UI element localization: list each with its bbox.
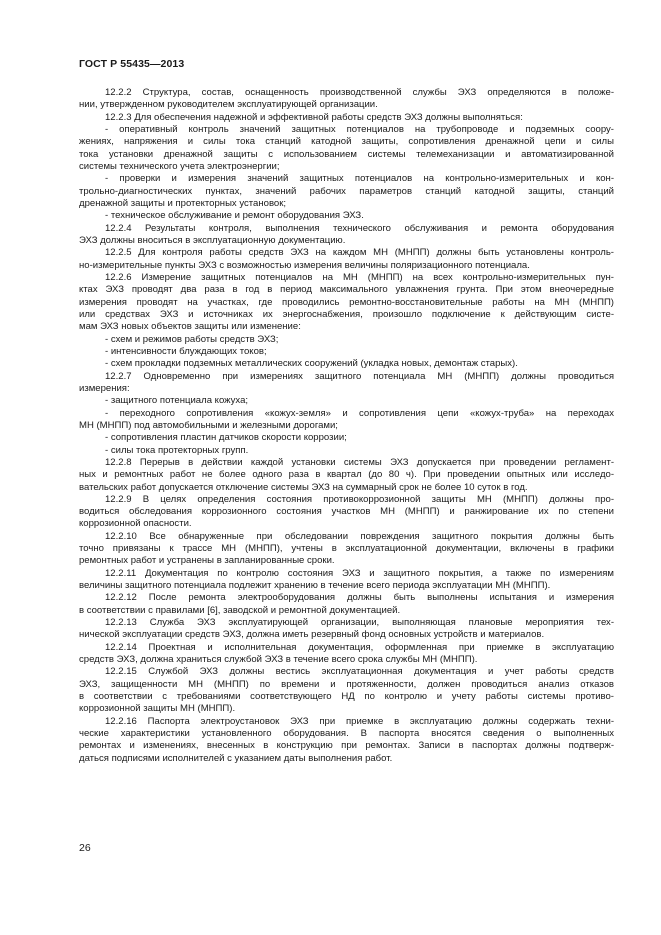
text-line: в соответствии с требованиями соответствующего НД по контролю и учету работы системы противо- xyxy=(79,691,614,703)
text-line: - переходного сопротивления «кожух-земля» и сопротивления цепи «кожух-труба» на переходах xyxy=(105,407,614,419)
text-line: МН (МНПП) под автомобильными и железными дорогами; xyxy=(79,419,338,431)
text-line: тока установки дренажной защиты с использованием системы телемеханизации и автоматизированной xyxy=(79,148,614,160)
text-line: 12.2.3 Для обеспечения надежной и эффективной работы средств ЭХЗ должны выполняться: xyxy=(105,111,523,123)
text-line: 12.2.16 Паспорта электроустановок ЭХЗ при приемке в эксплуатацию должны содержать техни- xyxy=(105,715,614,727)
text-line: трольно-диагностических пунктах, значений рабочих параметров станций катодной защиты, станций xyxy=(79,185,614,197)
text-line: ческие характеристики установленного оборудования. В паспорта вносятся сведения о выполненных xyxy=(79,728,614,740)
text-line: 12.2.12 После ремонта электрооборудования должны быть выполнены испытания и измерения xyxy=(105,592,614,604)
text-line: 12.2.5 Для контроля работы средств ЭХЗ на каждом МН (МНПП) должны быть установлены контроль- xyxy=(105,247,614,259)
text-line: 12.2.8 Перерыв в действии каждой установки системы ЭХЗ допускается при проведении регламент- xyxy=(105,456,614,468)
text-line: 12.2.2 Структура, состав, оснащенность производственной службы ЭХЗ определяются в положе- xyxy=(105,87,614,98)
text-line: измерения проводят на участках, где проводились ремонтно-восстановительные работы на МН (МНПП) xyxy=(79,296,614,308)
text-line: или средствах ЭХЗ и источниках их энергоснабжения, произошло подключение к действующим систе- xyxy=(79,308,614,320)
text-line: - силы тока протекторных групп. xyxy=(105,444,249,456)
text-line: вательских работ допускается отключение системы ЭХЗ на суммарный срок не более 10 суток в год. xyxy=(79,481,528,493)
text-line: 12.2.11 Документация по контролю состояния ЭХЗ и защитного покрытия, а также по измерениям xyxy=(105,567,614,579)
text-line: водиться обследования коррозионного состояния участков МН (МНПП) и ранжирование их по степени xyxy=(79,506,614,518)
text-line: 12.2.15 Службой ЭХЗ должны вестись эксплуатационная документация и учет работы средств xyxy=(105,666,614,678)
text-line: нии, утвержденном руководителем эксплуатирующей организации. xyxy=(79,99,378,111)
text-line: - техническое обслуживание и ремонт оборудования ЭХЗ. xyxy=(105,210,364,222)
text-line: ремонтных работ и устранены в запланированные сроки. xyxy=(79,555,335,567)
text-line: системы технического учета электроэнергии; xyxy=(79,160,280,172)
text-line: коррозионной защиты МН (МНПП). xyxy=(79,703,236,715)
text-line: ктах ЭХЗ проводят два раза в год в период максимального увлажнения грунта. При этом внеочередные xyxy=(79,284,614,296)
text-line: измерения: xyxy=(79,382,130,394)
text-line: - проверки и измерения значений защитных потенциалов на контрольно-измерительных и кон- xyxy=(105,173,614,185)
text-line: ЭХЗ должны вноситься в эксплуатационную документацию. xyxy=(79,234,346,246)
text-line: 12.2.10 Все обнаруженные при обследовании повреждения защитного покрытия должны быть xyxy=(105,530,614,542)
text-line: - схем и режимов работы средств ЭХЗ; xyxy=(105,333,279,345)
text-line: средств ЭХЗ, должна храниться службой ЭХЗ в течение всего срока службы МН (МНПП). xyxy=(79,654,478,666)
text-line: величины защитного потенциала подлежит хранению в течение всего периода эксплуатации МН (МНПП). xyxy=(79,580,551,592)
text-line: ных и ремонтных работ не более одного раза в квартал (до 80 ч). При проведении опытных или исследо- xyxy=(79,469,614,481)
text-line: ЭХЗ, защищенности МН (МНПП) по времени и протяженности, должен проводиться анализ отказов xyxy=(79,678,614,690)
text-line: - защитного потенциала кожуха; xyxy=(105,395,249,407)
text-line: коррозионной опасности. xyxy=(79,518,192,530)
text-line: 12.2.7 Одновременно при измерениях защитного потенциала МН (МНПП) должны проводиться xyxy=(105,370,614,382)
text-line: 12.2.14 Проектная и исполнительная документация, оформленная при приемке в эксплуатацию xyxy=(105,641,614,653)
text-line: - сопротивления пластин датчиков скорости коррозии; xyxy=(105,432,347,444)
text-line: точно привязаны к трассе МН (МНПП), учтены в эксплуатационной документации, включены в графики xyxy=(79,543,614,555)
text-line: 12.2.4 Результаты контроля, выполнения технического обслуживания и ремонта оборудования xyxy=(105,222,614,234)
text-line: жениях, напряжения и силы тока станций катодной защиты, сопротивления дренажной цепи и силы xyxy=(79,136,614,148)
document-header: ГОСТ Р 55435—2013 xyxy=(79,58,185,70)
text-line: 12.2.9 В целях определения состояния противокоррозионной защиты МН (МНПП) должны про- xyxy=(105,493,614,505)
text-line: дренажной защиты и протекторных установок; xyxy=(79,197,287,209)
text-line: мам ЭХЗ новых объектов защиты или изменение: xyxy=(79,321,301,333)
text-line: ремонтах и изменениях, внесенных в конструкцию при ремонтах. Записи в паспортах должны подтверж- xyxy=(79,740,614,752)
text-line: - интенсивности блуждающих токов; xyxy=(105,345,267,357)
text-line: - оперативный контроль значений защитных потенциалов на трубопроводе и подземных соору- xyxy=(105,123,614,135)
document-body xyxy=(79,87,614,765)
text-line: - схем прокладки подземных металлических сооружений (укладка новых, демонтаж старых). xyxy=(105,358,518,370)
text-line: в соответствии с правилами [6], заводской и ремонтной документацией. xyxy=(79,604,401,616)
text-line: 12.2.6 Измерение защитных потенциалов на МН (МНПП) на всех контрольно-измерительных пун- xyxy=(105,271,614,283)
text-line: даться подписями исполнителей с указанием даты выполнения работ. xyxy=(79,752,393,764)
text-line: 12.2.13 Служба ЭХЗ эксплуатирующей организации, выполняющая плановые мероприятия тех- xyxy=(105,617,614,629)
text-line: но-измерительные пункты ЭХЗ с возможностью измерения величины поляризационного потенциала. xyxy=(79,259,530,271)
text-line: нической эксплуатации средств ЭХЗ, должна иметь резервный фонд основных устройств и материалов. xyxy=(79,629,545,641)
page-number: 26 xyxy=(79,842,91,854)
